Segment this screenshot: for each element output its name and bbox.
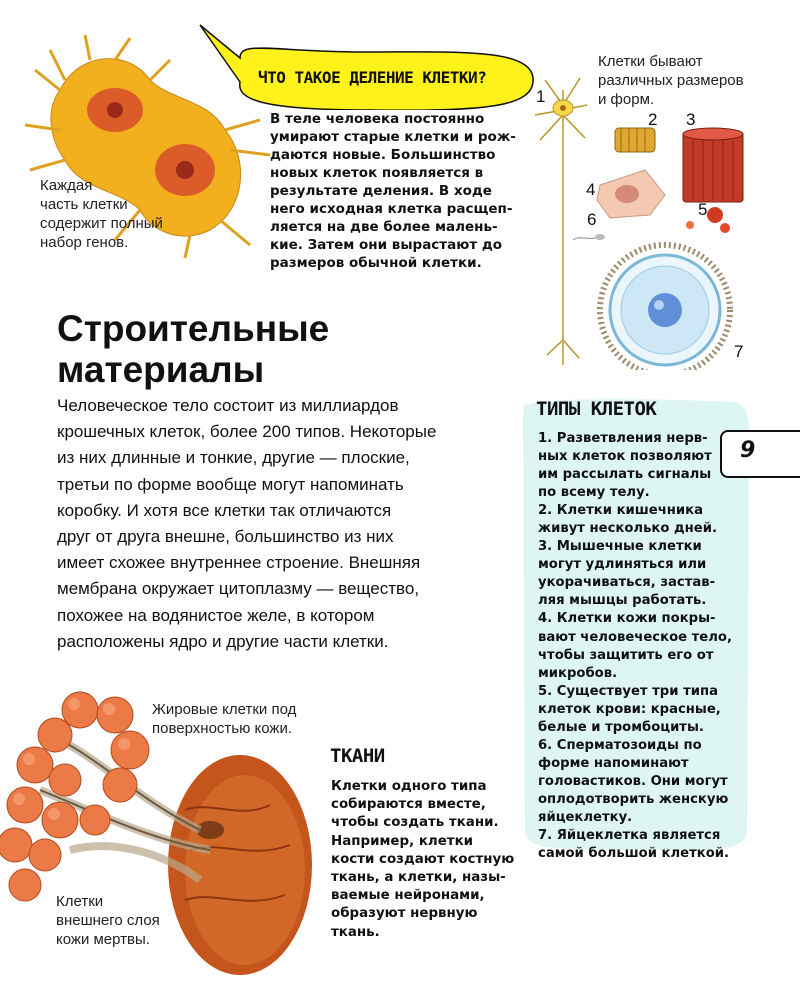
- text-line: даются новые. Большинство: [270, 147, 496, 163]
- list-line: укорачиваться, застав-: [538, 575, 716, 591]
- nerve-cell: [535, 78, 587, 365]
- list-line: белые и тромбоциты.: [538, 719, 704, 735]
- cell-label-3: 3: [686, 110, 696, 129]
- tissues-text: [331, 778, 514, 942]
- paragraph-line: расположены ядро и другие части клетки.: [57, 631, 389, 651]
- caption-line: внешнего слоя: [56, 912, 160, 929]
- list-line: вают человеческое тело,: [538, 629, 732, 645]
- skin-cell: [597, 170, 665, 218]
- cell-division-heading: ЧТО ТАКОЕ ДЕЛЕНИЕ КЛЕТКИ?: [258, 68, 487, 87]
- list-line: головастиков. Они могут: [538, 773, 728, 789]
- muscle-cell: [683, 128, 743, 202]
- page-title: [57, 308, 329, 390]
- list-line: 2. Клетки кишечника: [538, 503, 703, 519]
- list-line: яйцеклетку.: [538, 809, 633, 825]
- text-line: него исходная клетка расщеп-: [270, 201, 513, 217]
- paragraph-line: из них длинные и тонкие, другие — плоские,: [57, 448, 410, 468]
- cell-label-1: 1: [536, 87, 546, 106]
- caption-line: содержит полный: [40, 215, 163, 232]
- cell-label-6: 6: [587, 210, 597, 229]
- speech-bubble: [195, 20, 545, 110]
- list-line: 5. Существует три типа: [538, 683, 718, 699]
- text-line: кие. Затем они вырастают до: [270, 237, 503, 253]
- text-line: образуют нервную: [331, 906, 478, 922]
- caption-line: Клетки: [56, 893, 104, 910]
- paragraph-line: крошечных клеток, более 200 типов. Некоторые: [57, 422, 437, 442]
- list-line: чтобы защитить его от: [538, 647, 714, 663]
- main-paragraph: [57, 393, 436, 655]
- list-line: самой большой клеткой.: [538, 846, 730, 862]
- intestine-cell: [615, 128, 655, 152]
- paragraph-line: Человеческое тело состоит из миллиардов: [57, 396, 399, 415]
- cell-label-7: 7: [734, 342, 744, 361]
- text-line: ваемые нейронами,: [331, 888, 485, 904]
- text-line: ткань.: [331, 924, 380, 940]
- list-line: ляя мышцы работать.: [538, 593, 707, 609]
- list-line: микробов.: [538, 665, 618, 681]
- text-line: размеров обычной клетки.: [270, 255, 482, 271]
- caption-line: Жировые клетки под: [152, 701, 297, 718]
- tissues-heading: ТКАНИ: [330, 745, 385, 767]
- title-line: материалы: [57, 349, 265, 390]
- text-line: результате деления. В ходе: [270, 183, 492, 199]
- text-line: В теле человека постоянно: [270, 111, 485, 127]
- paragraph-line: третьи по форме вообще могут напоминать: [57, 474, 404, 494]
- list-line: клеток крови: красные,: [538, 701, 721, 717]
- list-line: им рассылать сигналы: [538, 467, 712, 483]
- list-line: форме напоминают: [538, 755, 689, 771]
- paragraph-line: похожее на водянистое желе, в котором: [57, 605, 375, 625]
- list-line: 4. Клетки кожи покры-: [538, 611, 716, 627]
- text-line: кости создают костную: [331, 851, 515, 867]
- list-line: ных клеток позволяют: [538, 449, 712, 465]
- list-line: 6. Сперматозоиды по: [538, 737, 702, 753]
- paragraph-line: имеет схожее внутреннее строение. Внешняя: [57, 553, 421, 573]
- list-line: 1. Разветвления нерв-: [538, 431, 708, 446]
- page-number-tab: [720, 430, 800, 478]
- list-line: оплодотворить женскую: [538, 791, 729, 807]
- caption-line: различных размеров: [598, 72, 744, 89]
- list-line: живут несколько дней.: [538, 521, 717, 537]
- paragraph-line: друг от друга внешне, большинство из них: [57, 527, 394, 547]
- caption-line: и форм.: [598, 91, 655, 108]
- text-line: чтобы создать ткани.: [331, 815, 499, 831]
- egg-cell: [600, 245, 730, 370]
- dividing-cell-caption: [40, 176, 163, 252]
- cell-label-5: 5: [698, 200, 708, 219]
- fat-cells-caption: [152, 700, 296, 738]
- caption-line: поверхностью кожи.: [152, 720, 292, 737]
- caption-line: часть клетки: [40, 196, 128, 213]
- text-line: новых клеток появляется в: [270, 165, 484, 181]
- page-number: 9: [740, 438, 756, 463]
- text-line: Клетки одного типа: [331, 779, 487, 794]
- text-line: Например, клетки: [331, 833, 474, 849]
- dead-skin-caption: [56, 892, 160, 949]
- caption-line: Каждая: [40, 177, 93, 194]
- cell-types-heading: ТИПЫ КЛЕТОК: [536, 398, 657, 420]
- text-line: собираются вместе,: [331, 797, 486, 813]
- cell-types-list: [538, 430, 732, 863]
- title-line: Строительные: [57, 308, 330, 349]
- caption-line: кожи мертвы.: [56, 931, 150, 948]
- list-line: могут удлиняться или: [538, 557, 707, 573]
- caption-line: набор генов.: [40, 234, 129, 251]
- text-line: умирают старые клетки и рож-: [270, 129, 516, 145]
- cell-label-2: 2: [648, 110, 658, 129]
- text-line: ткань, а клетки, назы-: [331, 870, 506, 886]
- list-line: по всему телу.: [538, 485, 650, 501]
- paragraph-line: мембрана окружает цитоплазму — вещество,: [57, 579, 420, 599]
- list-line: 7. Яйцеклетка является: [538, 828, 721, 844]
- cell-label-4: 4: [586, 180, 596, 199]
- list-line: 3. Мышечные клетки: [538, 539, 702, 555]
- caption-line: Клетки бывают: [598, 53, 703, 70]
- paragraph-line: коробку. И хотя все клетки так отличаются: [57, 500, 392, 520]
- text-line: ляется на две более малень-: [270, 219, 498, 235]
- cell-division-text: [270, 110, 516, 272]
